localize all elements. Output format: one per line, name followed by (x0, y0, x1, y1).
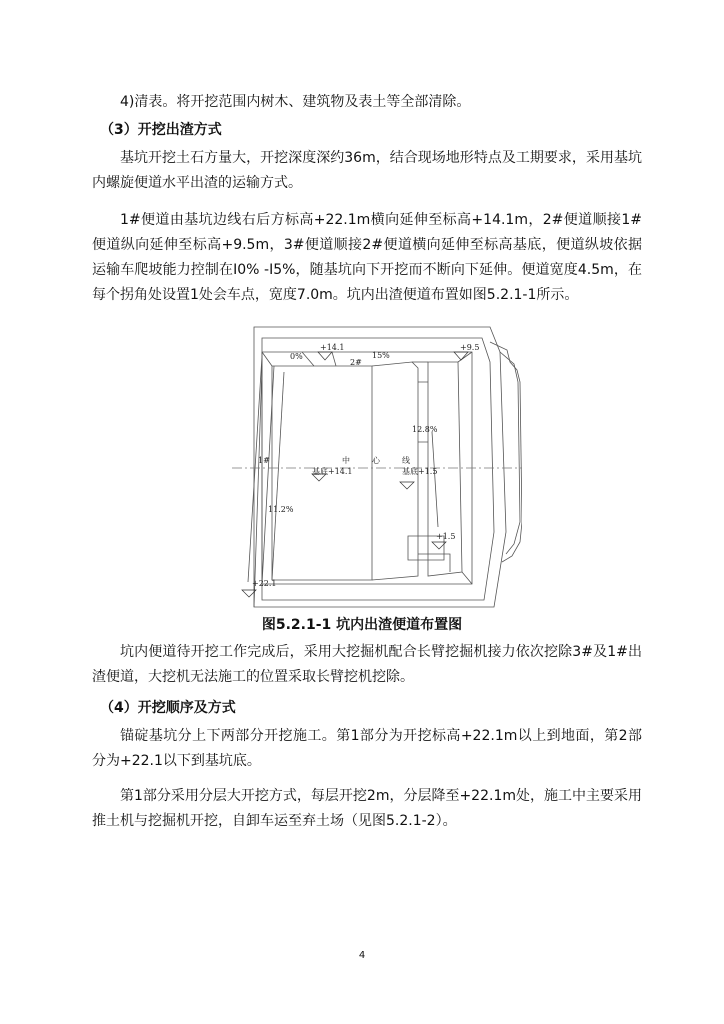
label-road-1: 1# (258, 456, 270, 465)
figure-caption: 图5.2.1-1 坑内出渣便道布置图 (261, 617, 463, 633)
label-base-1-5: 基底+1.5 (402, 467, 438, 476)
label-elev-14-1: +14.1 (320, 343, 345, 352)
paragraph-road-removal: 坑内便道待开挖工作完成后，采用大挖掘机配合长臂挖掘机接力依次挖除3#及1#出渣便道，大挖机无法施工的位置采取长臂挖机挖除。 (92, 644, 642, 685)
label-center-3: 线 (402, 456, 410, 465)
heading-excavation-sequence: （4）开挖顺序及方式 (100, 700, 236, 716)
label-road-2: 2# (350, 358, 362, 367)
label-elev-1-5: +1.5 (436, 532, 456, 541)
label-elev-22-1: +22.1 (252, 579, 277, 588)
label-elev-9-5: +9.5 (460, 343, 480, 352)
label-grade-12-8: 12.8% (412, 425, 438, 434)
label-base-14-1: 基底+14.1 (312, 467, 353, 476)
label-grade-15: 15% (372, 351, 390, 360)
label-center-1: 中 (342, 456, 350, 465)
page-number: 4 (358, 950, 366, 961)
label-center-2: 心 (372, 456, 380, 465)
paragraph-road-layout: 1#便道由基坑边线右后方标高+22.1m横向延伸至标高+14.1m，2#便道顺接1#便道纵向延伸至标高+9.5m，3#便道顺接2#便道横向延伸至标高基底，便道纵坡依据运输车爬坡能力控制在I0% -I5%，随基坑向下开挖而不断向下延伸。便道宽度4.5m，在每个拐角处设置1处会车点，宽度7.0m。坑内出渣便道布置如图5.2.1-1所示。 (92, 212, 642, 303)
label-grade-0: 0% (290, 352, 303, 361)
paragraph-spiral-road: 基坑开挖土石方量大，开挖深度深约36m，结合现场地形特点及工期要求，采用基坑内螺旋便道水平出渣的运输方式。 (92, 150, 642, 191)
paragraph-clearing: 4)清表。将开挖范围内树木、建筑物及表土等全部清除。 (120, 94, 471, 110)
heading-excavation-method: （3）开挖出渣方式 (100, 122, 222, 138)
paragraph-two-parts: 锚碇基坑分上下两部分开挖施工。第1部分为开挖标高+22.1m以上到地面，第2部分为+22.1以下到基坑底。 (92, 728, 642, 769)
label-grade-11-2: 11.2% (268, 505, 294, 514)
paragraph-layered-excavation: 第1部分采用分层大开挖方式，每层开挖2m，分层降至+22.1m处，施工中主要采用推土机与挖掘机开挖，自卸车运至弃土场（见图5.2.1-2）。 (92, 788, 642, 829)
pit-road-layout-diagram (232, 322, 522, 612)
